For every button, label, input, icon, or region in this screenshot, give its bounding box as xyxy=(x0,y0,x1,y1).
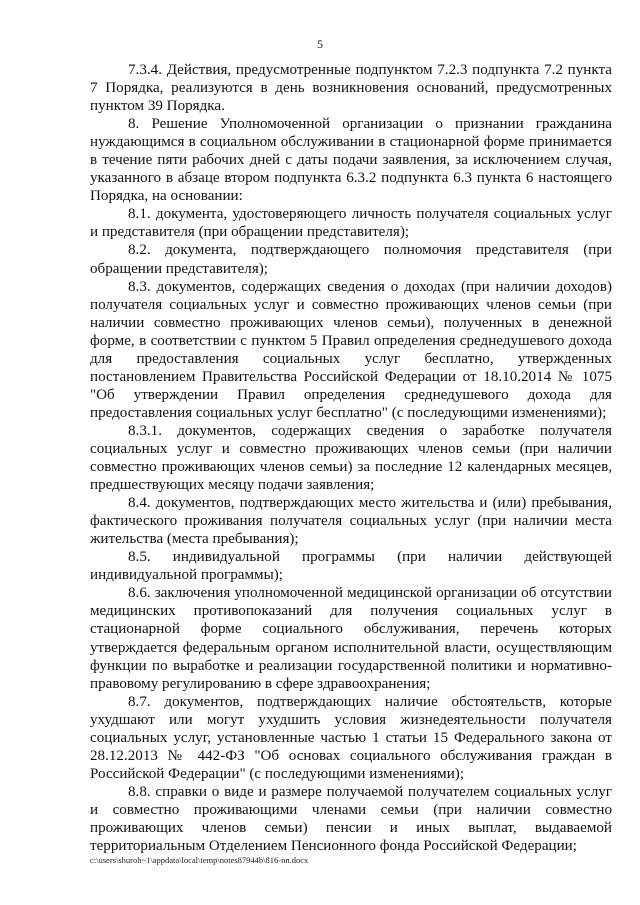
paragraph-8-7: 8.7. документов, подтверждающих наличие обстоятельств, которые ухудшают или могут ухудшить условия жизнедеятельности получателя социальных услуг, установленные частью 1 статьи 15 Федерального закона от 28.12.2013 № 442-ФЗ "Об основах социального обслуживания граждан в Российской Федерации" (с последующими изменениями); xyxy=(90,693,612,782)
paragraph-8-2: 8.2. документа, подтверждающего полномочия представителя (при обращении представителя); xyxy=(90,242,612,277)
page-number: 5 xyxy=(317,37,323,51)
footer-file-path: c:\users\shuroh~1\appdata\local\temp\notes87944b\816-nn.docx xyxy=(90,855,309,865)
paragraph-8-3-1: 8.3.1. документов, содержащих сведения о заработке получателя социальных услуг и совместно проживающих членов семьи (при наличии совместно проживающих членов семьи) за последние 12 календарных месяцев, предшествующих месяцу подачи заявления; xyxy=(90,422,612,494)
paragraph-8-5: 8.5. индивидуальной программы (при наличии действующей индивидуальной программы); xyxy=(90,549,612,584)
paragraph-8-8: 8.8. справки о виде и размере получаемой получателем социальных услуг и совместно проживающими членами семьи (при наличии совместно проживающих членов семьи) пенсии и иных выплат, выдаваемой территориальным Отделением Пенсионного фонда Российской Федерации; xyxy=(90,783,612,855)
paragraph-8-3: 8.3. документов, содержащих сведения о доходах (при наличии доходов) получателя социальных услуг и совместно проживающих членов семьи (при наличии совместно проживающих членов семьи), полученных в денежной форме, в соответствии с пунктом 5 Правил определения среднедушевого дохода для предоставления социальных услуг бесплатно, утвержденных постановлением Правительства Российской Федерации от 18.10.2014 № 1075 "Об утверждении Правил определения среднедушевого дохода для предоставления социальных услуг бесплатно" (с последующими изменениями); xyxy=(90,278,612,421)
paragraph-8-4: 8.4. документов, подтверждающих место жительства и (или) пребывания, фактического проживания получателя социальных услуг (при наличии места жительства (места пребывания); xyxy=(90,495,612,548)
paragraph-8: 8. Решение Уполномоченной организации о признании гражданина нуждающимся в социальном обслуживании в стационарной форме принимается в течение пяти рабочих дней с даты подачи заявления, за исключением случая, указанного в абзаце втором подпункта 6.3.2 подпункта 6.3 пункта 6 настоящего Порядка, на основании: xyxy=(90,116,612,205)
paragraph-7-3-4: 7.3.4. Действия, предусмотренные подпунктом 7.2.3 подпункта 7.2 пункта 7 Порядка, реализуются в день возникновения оснований, предусмотренных пунктом 39 Порядка. xyxy=(90,62,612,115)
document-body xyxy=(90,61,612,855)
paragraph-8-6: 8.6. заключения уполномоченной медицинской организации об отсутствии медицинских противопоказаний для получения социальных услуг в стационарной форме социального обслуживания, перечень которых утверждается федеральным органом исполнительной власти, осуществляющим функции по выработке и реализации государственной политики и нормативно-правовому регулированию в сфере здравоохранения; xyxy=(90,585,612,692)
paragraph-8-1: 8.1. документа, удостоверяющего личность получателя социальных услуг и представителя (при обращении представителя); xyxy=(90,206,612,241)
